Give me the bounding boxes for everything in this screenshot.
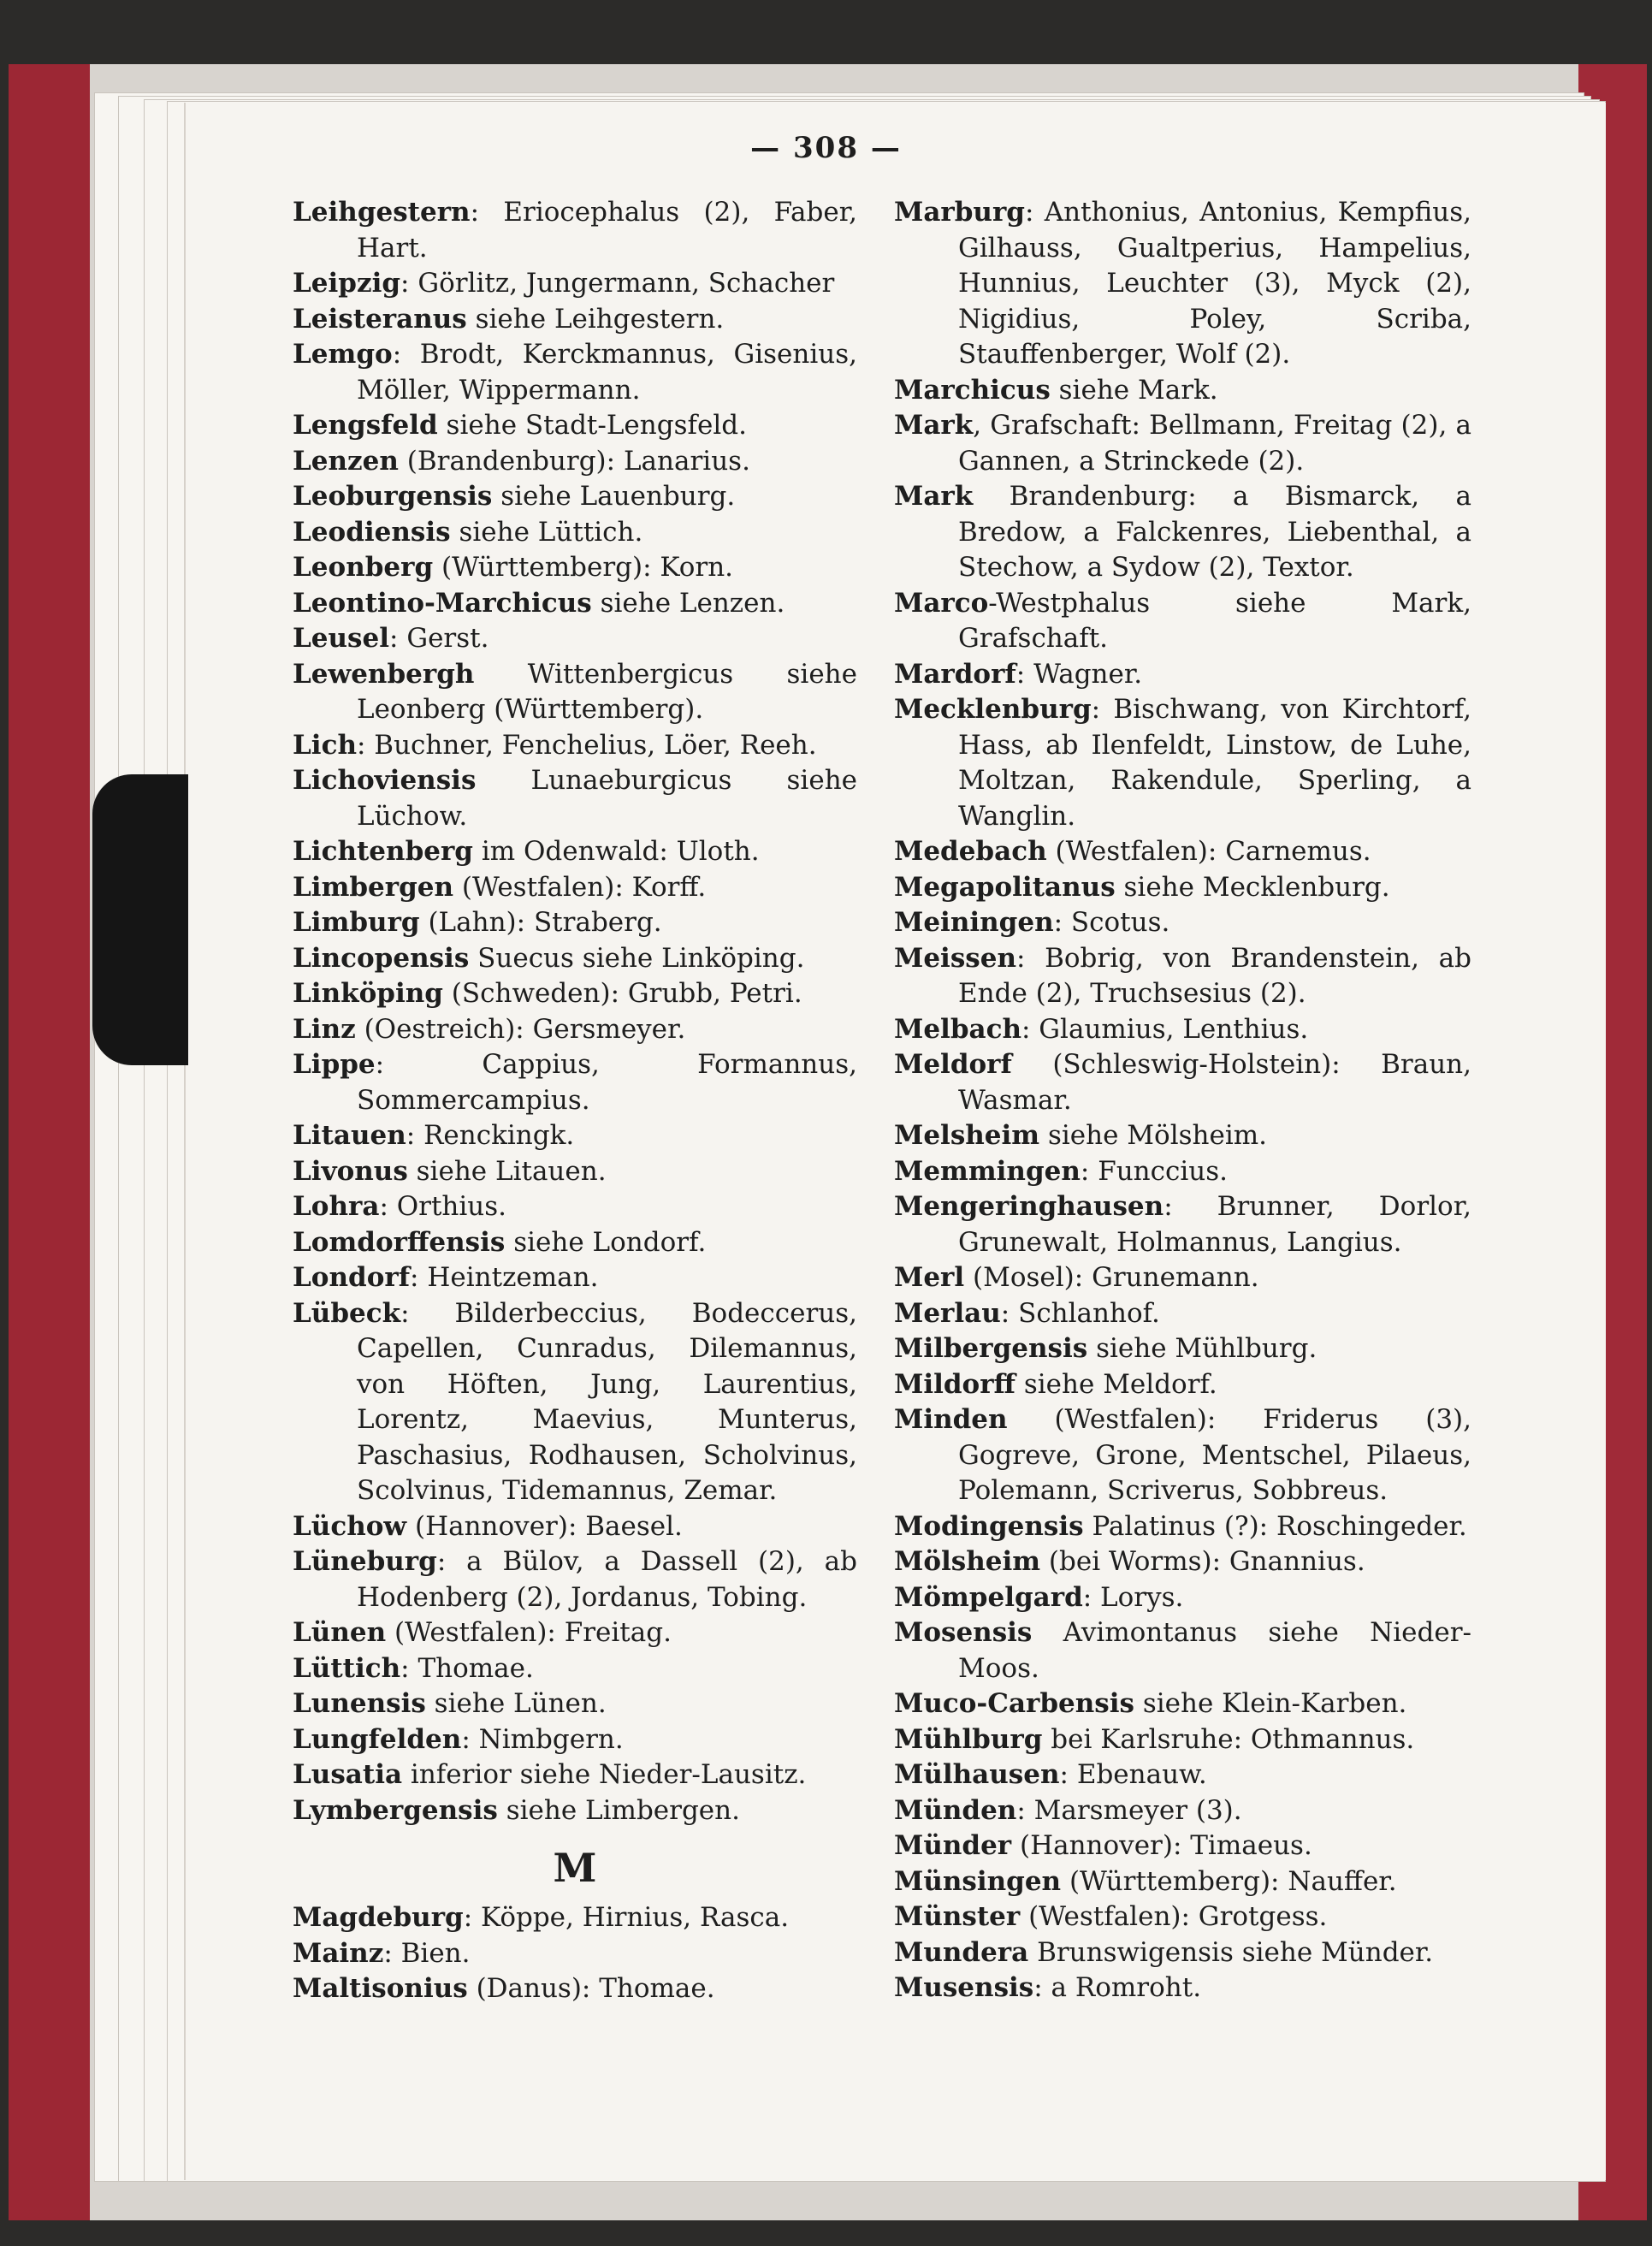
index-entry [894,1544,1471,1580]
index-entry [894,1686,1471,1722]
entry-text: (Schleswig-Holstein): Braun, Wasmar. [958,1049,1471,1116]
entry-place: Limbergen [293,871,454,903]
entry-place: Mildorff [894,1368,1015,1400]
entry-text: Avimontanus siehe Nieder-Moos. [958,1617,1471,1684]
index-entry [293,1047,857,1118]
entry-text: (Lahn): Straberg. [419,907,662,938]
index-entry [293,1509,857,1545]
entry-text: : Bischwang, von Kirchtorf, Hass, ab Ilenfeldt, Linstow, de Luhe, Moltzan, Rakendule, Sperling, a Wanglin. [958,694,1471,832]
page-number: — 308 — [750,131,902,165]
index-entry [293,905,857,941]
entry-text: siehe Lüttich. [450,516,643,548]
index-entry [293,1936,857,1972]
entry-text: siehe Stadt-Lengsfeld. [437,410,747,441]
entry-place: Lunensis [293,1688,426,1719]
index-entry [894,1047,1471,1118]
index-entry [293,1900,857,1936]
entry-place: Münder [894,1830,1012,1861]
right-column [894,195,1471,2006]
left-entry-list [293,195,857,1828]
index-entry [894,1615,1471,1686]
index-entry [894,905,1471,941]
entry-place: Linköping [293,978,443,1009]
entry-place: Limburg [293,907,420,938]
entry-text: (Westfalen): Freitag. [386,1617,672,1648]
entry-text: (Hannover): Timaeus. [1011,1830,1312,1861]
entry-text: : Brodt, Kerckmannus, Gisenius, Möller, Wippermann. [357,339,857,406]
index-entry [293,586,857,622]
entry-place: Melbach [894,1013,1021,1045]
entry-text: Lunaeburgicus siehe Lüchow. [357,765,857,832]
index-entry [894,1509,1471,1545]
entry-place: Leontino-Marchicus [293,587,592,619]
entry-place: Litauen [293,1120,406,1151]
index-tab [92,774,188,1065]
entry-text: (Hannover): Baesel. [406,1510,683,1542]
entry-place: Mülhausen [894,1759,1060,1790]
entry-text: siehe Mecklenburg. [1115,871,1390,903]
entry-text: : Bien. [383,1937,471,1969]
index-entry [293,1971,857,2007]
entry-place: Mundera [894,1936,1029,1968]
entry-text: siehe Meldorf. [1015,1368,1217,1400]
entry-place: Meldorf [894,1049,1012,1080]
entry-place: Meiningen [894,907,1054,938]
index-entry [894,1970,1471,2006]
index-entry [894,834,1471,870]
entry-text: : a Bülov, a Dassell (2), ab Hodenberg (2), Jordanus, Tobing. [357,1546,857,1613]
entry-text: siehe Lauenburg. [492,481,736,512]
entry-place: Melsheim [894,1120,1040,1151]
index-entry [293,444,857,480]
entry-text: : Cappius, Formannus, Sommercampius. [357,1049,857,1116]
entry-place: Lusatia [293,1759,403,1790]
entry-text: (Westfalen): Korff. [453,871,707,903]
entry-text: : Brunner, Dorlor, Grunewalt, Holmannus, Langius. [958,1191,1471,1258]
entry-text: (Württemberg): Nauffer. [1061,1865,1397,1897]
entry-text: : Köppe, Hirnius, Rasca. [463,1902,790,1933]
m-entry-list [293,1900,857,2007]
index-entry [293,763,857,834]
index-entry [894,1935,1471,1971]
index-entry [894,1331,1471,1367]
entry-text: (Danus): Thomae. [467,1973,715,2004]
index-entry [894,1189,1471,1260]
entry-place: Lenzen [293,445,399,477]
index-entry [894,1154,1471,1190]
entry-place: Lüchow [293,1510,407,1542]
index-entry [894,1864,1471,1900]
entry-place: Milbergensis [894,1333,1088,1364]
entry-text: : Thomae. [400,1652,534,1684]
index-entry [894,373,1471,409]
entry-place: Minden [894,1404,1008,1435]
index-entry [894,657,1471,693]
entry-place: Lincopensis [293,942,470,974]
entry-text: : Lorys. [1082,1581,1184,1613]
index-entry [293,1615,857,1651]
entry-place: Lüneburg [293,1546,437,1577]
entry-place: Merlau [894,1297,1001,1329]
entry-place: Mengeringhausen [894,1191,1164,1222]
index-entry [894,692,1471,834]
entry-place: Lungfelden [293,1723,462,1755]
index-entry [293,1189,857,1225]
entry-text: siehe Mölsheim. [1039,1120,1268,1151]
entry-place: Modingensis [894,1510,1084,1542]
entry-text: : a Romroht. [1033,1972,1202,2003]
entry-place: Mark [894,410,974,441]
entry-place: Lünen [293,1617,387,1648]
entry-place: Mardorf [894,658,1016,690]
index-entry [293,479,857,515]
index-entry [293,834,857,870]
index-entry [894,941,1471,1012]
entry-place: Musensis [894,1972,1034,2003]
index-entry [293,976,857,1012]
entry-text: : Glaumius, Lenthius. [1021,1013,1309,1045]
index-entry [894,1828,1471,1864]
entry-place: Mark [894,481,974,512]
entry-place: Mölsheim [894,1546,1041,1577]
entry-place: Memmingen [894,1155,1081,1187]
entry-text: : Ebenauw. [1059,1759,1207,1790]
entry-place: Lichoviensis [293,765,477,796]
index-entry [894,1757,1471,1793]
entry-text: (Mosel): Grunemann. [964,1262,1259,1293]
index-entry [293,1012,857,1048]
entry-place: Livonus [293,1155,408,1187]
entry-place: Magdeburg [293,1902,464,1933]
entry-place: Leisteranus [293,303,467,335]
entry-place: Leusel [293,623,390,654]
index-entry [293,195,857,266]
entry-place: Lemgo [293,339,393,370]
entry-text: : Eriocephalus (2), Faber, Hart. [357,197,857,264]
entry-place: Mühlburg [894,1723,1043,1755]
entry-place: Lüttich [293,1652,401,1684]
index-entry [293,1722,857,1758]
entry-place: Lewenbergh [293,658,475,690]
index-entry [894,1296,1471,1332]
entry-text: (bei Worms): Gnannius. [1040,1546,1365,1577]
entry-text: : Anthonius, Antonius, Kempfius, Gilhauss, Gualtperius, Hampelius, Hunnius, Leuchter (3), Myck (2), Nigidius, Poley, Scriba, Stauffenberger, Wolf (2). [958,197,1471,370]
entry-text: siehe Londorf. [505,1226,707,1258]
index-entry [293,1260,857,1296]
index-entry [293,1154,857,1190]
entry-text: (Westfalen): Carnemus. [1046,836,1371,867]
entry-text: siehe Litauen. [407,1155,607,1187]
entry-text: : Renckingk. [406,1120,575,1151]
entry-text: siehe Leihgestern. [466,303,725,335]
entry-text: Brunswigensis siehe Münder. [1028,1936,1434,1968]
entry-place: Münsingen [894,1865,1062,1897]
right-entry-list [894,195,1471,2006]
entry-text: im Odenwald: Uloth. [472,836,760,867]
entry-text: : Nimbgern. [461,1723,624,1755]
index-entry [894,1793,1471,1829]
entry-text: (Oestreich): Gersmeyer. [355,1013,686,1045]
entry-text: (Brandenburg): Lanarius. [398,445,750,477]
index-entry [894,479,1471,586]
entry-place: Muco-Carbensis [894,1688,1134,1719]
entry-place: Medebach [894,836,1047,867]
entry-place: Maltisonius [293,1973,468,2004]
index-entry [894,1012,1471,1048]
index-entry [894,1118,1471,1154]
index-entry [293,550,857,586]
entry-place: Londorf [293,1262,411,1293]
entry-text: bei Karlsruhe: Othmannus. [1042,1723,1415,1755]
entry-place: Lomdorffensis [293,1226,506,1258]
index-entry [894,586,1471,657]
section-letter: M [553,1845,597,1891]
entry-place: Leonberg [293,552,434,583]
entry-text: , Grafschaft: Bellmann, Freitag (2), a Gannen, a Strinckede (2). [958,410,1471,477]
entry-place: Mainz [293,1937,384,1969]
entry-text: : Bilderbeccius, Bodeccerus, Capellen, Cunradus, Dilemannus, von Höften, Jung, Laurentius, Lorentz, Maevius, Munterus, Paschasius, Rodhausen, Scholvinus, Scolvinus, Tidemannus, Zemar. [357,1297,857,1506]
entry-text: : Scotus. [1053,907,1170,938]
index-entry [293,870,857,906]
entry-place: Münden [894,1794,1017,1826]
entry-text: siehe Mühlburg. [1087,1333,1317,1364]
entry-text: Palatinus (?): Roschingeder. [1083,1510,1467,1542]
entry-text: inferior siehe Nieder-Lausitz. [402,1759,807,1790]
entry-place: Leoburgensis [293,481,493,512]
entry-text: siehe Klein-Karben. [1134,1688,1407,1719]
entry-text: : Bobrig, von Brandenstein, ab Ende (2), Truchsesius (2). [958,942,1471,1009]
entry-place: Lohra [293,1191,380,1222]
index-entry [293,1793,857,1829]
entry-place: Linz [293,1013,356,1045]
entry-text: Suecus siehe Linköping. [469,942,805,974]
entry-text: : Görlitz, Jungermann, Schacher [400,268,835,299]
index-entry [293,1225,857,1261]
entry-place: Leodiensis [293,516,451,548]
entry-text: : Heintzeman. [410,1262,599,1293]
index-entry [293,941,857,977]
entry-place: Lichtenberg [293,836,473,867]
entry-place: Mecklenburg [894,694,1092,725]
entry-place: Mosensis [894,1617,1033,1648]
index-entry [293,408,857,444]
index-entry [293,515,857,551]
entry-place: Lippe [293,1049,376,1080]
left-column [293,195,857,2007]
index-entry [293,1118,857,1154]
entry-text: siehe Limbergen. [497,1794,740,1826]
entry-place: Münster [894,1901,1021,1932]
entry-place: Lymbergensis [293,1794,498,1826]
index-entry [293,657,857,728]
entry-text: : Funccius. [1080,1155,1229,1187]
entry-place: Marchicus [894,374,1051,406]
index-entry [894,1402,1471,1509]
index-entry [293,337,857,408]
entry-text: (Württemberg): Korn. [433,552,734,583]
entry-place: Leipzig [293,268,401,299]
entry-text: : Marsmeyer (3). [1016,1794,1242,1826]
index-entry [894,870,1471,906]
entry-place: Meissen [894,942,1016,974]
entry-text: Wittenbergicus siehe Leonberg (Württemberg). [357,658,857,725]
entry-text: siehe Lünen. [425,1688,607,1719]
index-entry [894,195,1471,373]
index-entry [894,1367,1471,1403]
entry-place: Leihgestern [293,197,471,228]
entry-place: Mömpelgard [894,1581,1083,1613]
index-entry [293,1296,857,1509]
entry-place: Lübeck [293,1297,401,1329]
index-entry [293,728,857,764]
entry-text: Brandenburg: a Bismarck, a Bredow, a Falckenres, Liebenthal, a Stechow, a Sydow (2), Textor. [958,481,1471,583]
index-entry [293,302,857,338]
index-entry [293,1544,857,1615]
cover-edge-left [9,64,90,2220]
entry-text: : Orthius. [379,1191,507,1222]
entry-text: (Westfalen): Grotgess. [1020,1901,1328,1932]
entry-text: : Gerst. [389,623,489,654]
index-entry [894,408,1471,479]
entry-text: (Schweden): Grubb, Petri. [442,978,802,1009]
entry-place: Lengsfeld [293,410,438,441]
index-entry [293,266,857,302]
index-entry [894,1722,1471,1758]
entry-place: Marburg [894,197,1025,228]
entry-text: siehe Lenzen. [591,587,785,619]
entry-place: Merl [894,1262,965,1293]
index-entry [894,1580,1471,1616]
index-entry [293,1651,857,1687]
entry-text: : Buchner, Fenchelius, Löer, Reeh. [357,729,817,761]
entry-text: : Wagner. [1015,658,1143,690]
entry-text: (Westfalen): Friderus (3), Gogreve, Grone, Mentschel, Pilaeus, Polemann, Scriverus, Sobbreus. [958,1404,1471,1506]
index-entry [894,1899,1471,1935]
entry-place: Megapolitanus [894,871,1116,903]
index-entry [293,1686,857,1722]
index-entry [894,1260,1471,1296]
entry-place: Marco [894,587,989,619]
entry-place: Lich [293,729,357,761]
index-entry [293,1757,857,1793]
entry-text: -Westphalus siehe Mark, Grafschaft. [958,587,1471,654]
index-entry [293,621,857,657]
entry-text: : Schlanhof. [1000,1297,1160,1329]
entry-text: siehe Mark. [1050,374,1218,406]
